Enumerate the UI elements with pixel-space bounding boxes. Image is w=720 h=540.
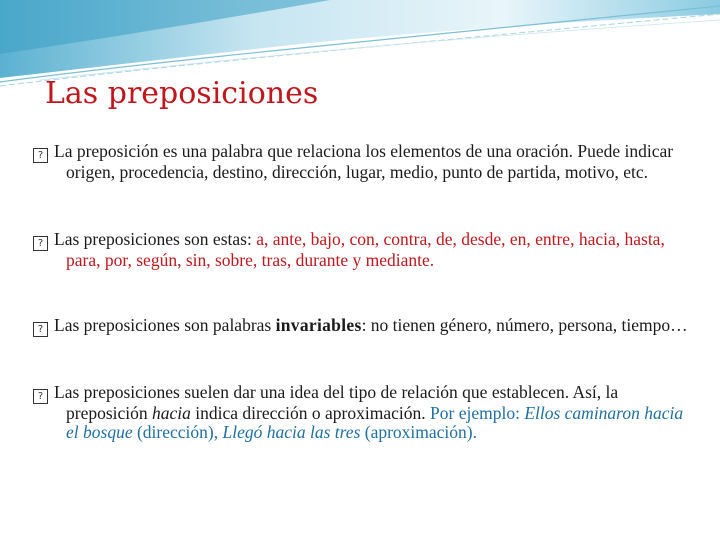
example-lead: Por ejemplo:: [430, 403, 525, 423]
bullet-box-icon: ?: [33, 389, 48, 404]
preposition-list: a, ante, bajo, con, contra, de, desde, en, entre, hacia, hasta, para, por, según, sin, sobre, tras, durante y mediante.: [66, 229, 665, 270]
bullet-text: La preposición es una palabra que relaciona los elementos de una oración. Puede indicar origen, procedencia, destino, dirección, lugar, medio, punto de partida, motivo, etc.: [54, 141, 674, 182]
example-2: Llegó hacia las tres: [222, 422, 361, 442]
example-2-note: (aproximación).: [360, 422, 477, 442]
bullet-list: [32, 230, 692, 270]
example-1: Ellos caminaron hacia el bosque: [66, 403, 684, 442]
bullet-definition: [32, 142, 692, 182]
bullet-examples: [32, 383, 692, 442]
bullet-invariables: [32, 316, 692, 337]
bullet-lead: Las preposiciones son estas:: [54, 229, 257, 249]
bullet-tail: : no tienen género, número, persona, tiempo…: [361, 315, 688, 335]
bullet-lead: Las preposiciones suelen dar una idea del tipo de relación que establecen. Así, la preposición: [54, 382, 619, 423]
bullet-box-icon: ?: [33, 148, 48, 163]
bullet-mid: indica dirección o aproximación.: [190, 403, 431, 423]
bullet-box-icon: ?: [33, 322, 48, 337]
bullet-emphasis: invariables: [275, 315, 362, 335]
bullet-box-icon: ?: [33, 236, 48, 251]
slide-title: Las preposiciones: [45, 76, 319, 111]
bullet-lead: Las preposiciones son palabras: [54, 315, 276, 335]
example-1-note: (dirección),: [132, 422, 223, 442]
term-hacia: hacia: [152, 403, 191, 423]
